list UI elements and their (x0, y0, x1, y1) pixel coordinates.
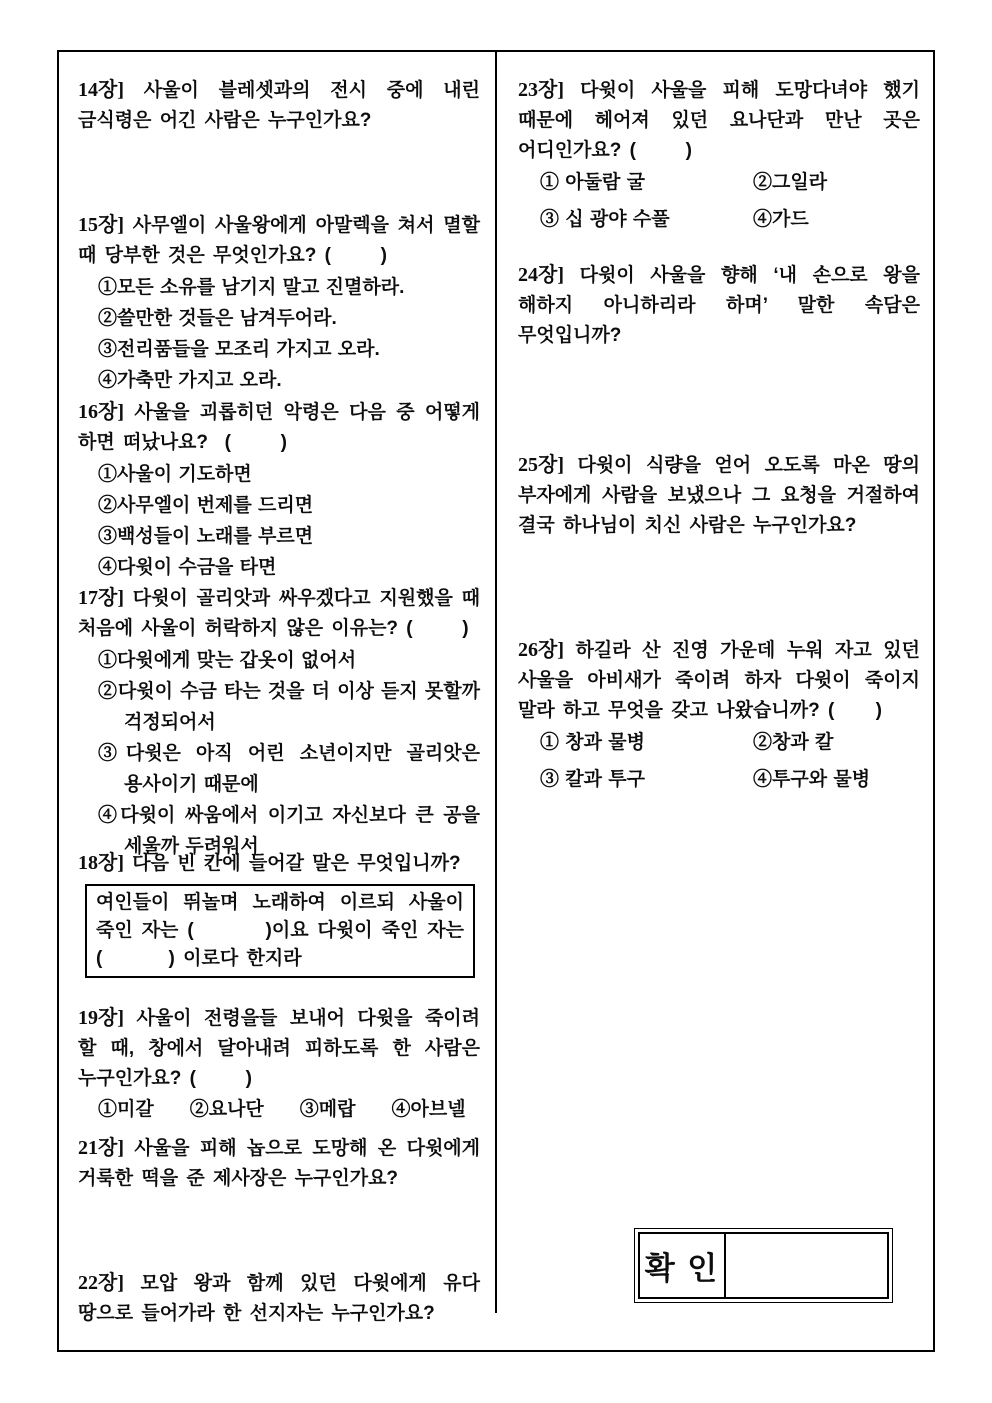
confirm-label: 확 인 (640, 1234, 726, 1297)
question-25-prompt (518, 450, 920, 541)
question-19 (78, 1003, 480, 1125)
question-15-option-4: ④가축만 가지고 오라. (98, 370, 282, 391)
question-14-number: 14장] (78, 79, 124, 101)
question-26-option-3: ③ 칼과 투구 (540, 769, 645, 790)
question-16-option-4: ④다윗이 수금을 타면 (98, 557, 277, 578)
question-22-prompt (78, 1268, 480, 1329)
question-16-prompt (78, 397, 480, 458)
question-23-number: 23장] (518, 79, 564, 101)
question-21-prompt (78, 1133, 480, 1194)
question-19-option-3: ③메랍 (299, 1099, 356, 1120)
question-15 (78, 210, 480, 396)
question-26-prompt (518, 635, 920, 726)
question-25 (518, 450, 920, 541)
question-19-number: 19장] (78, 1007, 124, 1029)
question-24-prompt (518, 260, 920, 351)
question-26-option-1: ① 창과 물병 (540, 732, 645, 753)
question-25-number: 25장] (518, 454, 564, 476)
question-24-text: 다윗이 사울을 향해 ‘내 손으로 왕을 해하지 아니하리라 하며’ 말한 속담은 무엇입니까? (518, 265, 920, 346)
question-15-number: 15장] (78, 214, 124, 236)
question-17-options (98, 645, 480, 862)
question-17-text: 다윗이 골리앗과 싸우겠다고 지원했을 때 처음에 사울이 허락하지 않은 이유는? ( ) (78, 588, 481, 639)
question-23-prompt (518, 75, 920, 166)
question-15-options (98, 272, 480, 396)
question-22 (78, 1268, 480, 1329)
question-16-number: 16장] (78, 401, 124, 423)
question-24-number: 24장] (518, 264, 564, 286)
question-23-options (540, 168, 920, 235)
question-19-option-4: ④아브넬 (391, 1099, 466, 1120)
question-18 (78, 848, 480, 978)
question-26-number: 26장] (518, 639, 564, 661)
question-23-option-1: ① 아둘람 굴 (540, 172, 645, 193)
question-26 (518, 635, 920, 795)
question-23-text: 다윗이 사울을 피해 도망다녀야 했기 때문에 헤어져 있던 요나단과 만난 곳은 어디인가요? ( ) (518, 80, 920, 161)
question-14 (78, 75, 480, 136)
question-26-text: 하길라 산 진영 가운데 누워 자고 있던 사울을 아비새가 죽이려 하자 다윗이 죽이지 말라 하고 무엇을 갖고 나왔습니까? ( ) (518, 640, 920, 721)
question-22-text: 모압 왕과 함께 있던 다윗에게 유다 땅으로 들어가라 한 선지자는 누구인가요? (78, 1273, 480, 1324)
question-14-prompt (78, 75, 480, 136)
question-16-option-2: ②사무엘이 번제를 드리면 (98, 495, 314, 516)
confirm-stamp-box (634, 1228, 893, 1303)
question-26-options (540, 728, 920, 795)
question-21-number: 21장] (78, 1137, 124, 1159)
question-17-option-4: ④다윗이 싸움에서 이기고 자신보다 큰 공을 세울까 두려워서 (98, 805, 480, 857)
question-16-option-1: ①사울이 기도하면 (98, 464, 252, 485)
question-26-option-4: ④투구와 물병 (753, 769, 871, 790)
question-17-option-1: ①다윗에게 맞는 갑옷이 없어서 (98, 650, 357, 671)
question-19-options (98, 1095, 480, 1125)
question-26-option-2: ②창과 칼 (753, 732, 834, 753)
question-18-text: 다음 빈 칸에 들어갈 말은 무엇입니까? (132, 853, 461, 874)
question-15-prompt (78, 210, 480, 271)
question-17-option-2: ②다윗이 수금 타는 것을 더 이상 듣지 못할까 걱정되어서 (98, 681, 480, 733)
question-18-number: 18장] (78, 852, 124, 874)
question-17 (78, 583, 480, 862)
question-14-text: 사울이 블레셋과의 전시 중에 내린 금식령은 어긴 사람은 누구인가요? (78, 80, 480, 131)
question-16-options (98, 459, 480, 583)
question-25-text: 다윗이 식량을 얻어 오도록 마온 땅의 부자에게 사람을 보냈으나 그 요청을 거절하여 결국 하나님이 치신 사람은 누구인가요? (518, 455, 920, 536)
column-divider-line (495, 52, 497, 1313)
question-18-quote-box (85, 884, 475, 978)
question-15-text: 사무엘이 사울왕에게 아말렉을 쳐서 멸할 때 당부한 것은 무엇인가요? ( ) (78, 215, 481, 266)
question-22-number: 22장] (78, 1272, 124, 1294)
question-24 (518, 260, 920, 351)
question-23-option-2: ②그일라 (753, 172, 828, 193)
confirm-stamp-inner (638, 1232, 889, 1299)
question-23-option-3: ③ 십 광야 수풀 (540, 209, 670, 230)
question-15-option-2: ②쓸만한 것들은 남겨두어라. (98, 308, 337, 329)
question-17-number: 17장] (78, 587, 124, 609)
question-17-option-3: ③다윗은 아직 어린 소년이지만 골리앗은 용사이기 때문에 (98, 743, 480, 795)
question-16-option-3: ③백성들이 노래를 부르면 (98, 526, 314, 547)
question-23-option-4: ④가드 (753, 209, 809, 230)
question-19-option-1: ①미갈 (98, 1099, 154, 1120)
question-18-quote-text: 여인들이 뛰놀며 노래하여 이르되 사울이 죽인 자는 ( )이요 다윗이 죽인 자는 ( ) 이로다 한지라 (96, 892, 464, 969)
confirm-signature-area (726, 1234, 887, 1297)
question-18-prompt (78, 848, 480, 879)
question-21-text: 사울을 피해 놉으로 도망해 온 다윗에게 거룩한 떡을 준 제사장은 누구인가요? (78, 1138, 481, 1189)
question-16-text: 사울을 괴롭히던 악령은 다음 중 어떻게 하면 떠났나요? ( ) (78, 402, 481, 453)
question-15-option-3: ③전리품들을 모조리 가지고 오라. (98, 339, 380, 360)
question-15-option-1: ①모든 소유를 남기지 말고 진멸하라. (98, 277, 405, 298)
question-19-prompt (78, 1003, 480, 1094)
question-19-text: 사울이 전령을들 보내어 다윗을 죽이려 할 때, 창에서 달아내려 피하도록 한 사람은 누구인가요? ( ) (78, 1008, 481, 1089)
question-23 (518, 75, 920, 235)
question-17-prompt (78, 583, 480, 644)
question-21 (78, 1133, 480, 1194)
question-16 (78, 397, 480, 583)
worksheet-border-frame (57, 50, 935, 1352)
question-19-option-2: ②요나단 (189, 1099, 264, 1120)
